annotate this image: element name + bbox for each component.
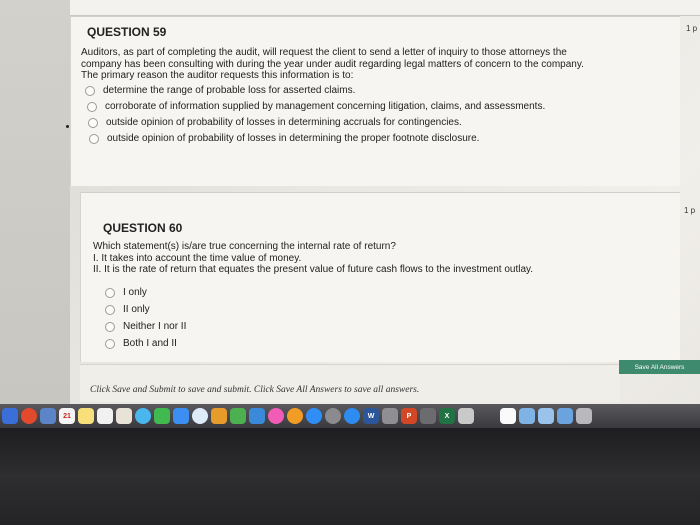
excel-icon[interactable] [439,408,455,424]
option-label: Both I and II [123,338,177,349]
radio-button[interactable] [85,86,95,96]
radio-button[interactable] [105,322,115,332]
option-row[interactable] [89,133,545,144]
option-row[interactable] [88,117,545,128]
chrome-icon[interactable] [344,408,360,424]
notes-icon[interactable] [78,408,94,424]
footer-bar [80,364,620,402]
downloads-icon[interactable] [557,408,573,424]
finder-icon[interactable] [2,408,18,424]
radio-button[interactable] [87,102,97,112]
safari-icon[interactable] [192,408,208,424]
radio-button[interactable] [105,288,115,298]
calendar-icon[interactable] [59,408,75,424]
option-label: I only [123,287,147,298]
question-60-text [93,241,673,276]
question-59-line: The primary reason the auditor requests this information is to: [81,70,354,81]
save-all-answers-button[interactable]: Save All Answers [619,360,700,374]
option-label: outside opinion of probability of losses in determining accruals for contingencies. [106,117,462,128]
option-row[interactable] [87,101,545,112]
option-label: corroborate of information supplied by management concerning litigation, claims, and assessments. [105,101,546,112]
option-row[interactable] [105,321,186,332]
radio-button[interactable] [88,118,98,128]
ibooks-icon[interactable] [287,408,303,424]
question-59-line: Auditors, as part of completing the audit, will request the client to send a letter of inquiry to those attorneys the [81,47,567,58]
option-label: Neither I nor II [123,321,187,332]
option-row[interactable] [105,338,186,349]
word-icon[interactable] [363,408,379,424]
folder-icon[interactable] [519,408,535,424]
option-label: outside opinion of probability of losses in determining the proper footnote disclosure. [107,133,480,144]
preview-icon[interactable] [458,408,474,424]
pages-icon[interactable] [211,408,227,424]
footer-instruction: Click Save and Submit to save and submit. Click Save All Answers to save all answers. [90,385,420,395]
question-59-text [81,47,671,82]
app-icon[interactable] [40,408,56,424]
question-59-line: company has been consulting with during the year under audit regarding legal matters of concern to the company. [81,58,584,70]
option-row[interactable] [105,287,186,298]
system-preferences-icon[interactable] [325,408,341,424]
trash-icon[interactable] [576,408,592,424]
excel-letter: X [444,412,450,420]
question-60-points: 1 p [684,206,696,215]
document-icon[interactable] [500,408,516,424]
question-59-options [85,85,545,144]
misc-icon[interactable] [420,408,436,424]
question-60-line: Which statement(s) is/are true concerning the internal rate of return? [93,241,396,252]
question-60-options [105,287,186,349]
question-59-title: QUESTION 59 [87,25,167,39]
option-row[interactable] [85,85,545,96]
numbers-icon[interactable] [230,408,246,424]
word-letter: W [367,412,375,420]
itunes-icon[interactable] [268,408,284,424]
question-60-line: I. It takes into account the time value of money. [93,252,302,264]
radio-button[interactable] [105,305,115,315]
onenote-icon[interactable] [382,408,398,424]
question-60-line: II. It is the rate of return that equates the present value of future cash flows to the investment outlay. [93,264,534,275]
calendar-day: 21 [63,412,71,420]
radio-button[interactable] [105,339,115,349]
reminders-icon[interactable] [97,408,113,424]
contacts-icon[interactable] [173,408,189,424]
option-label: II only [123,304,150,315]
app-store-icon[interactable] [306,408,322,424]
messages-icon[interactable] [135,408,151,424]
focus-marker [66,125,69,128]
facetime-icon[interactable] [154,408,170,424]
powerpoint-letter: P [406,412,412,420]
option-row[interactable] [105,304,186,315]
dock [0,404,700,428]
question-59-points: 1 p [686,24,698,33]
option-label: determine the range of probable loss for asserted claims. [103,85,356,96]
keynote-icon[interactable] [249,408,265,424]
top-bar [70,0,700,16]
folder-icon-2[interactable] [538,408,554,424]
question-59-panel [70,16,680,186]
question-60-title: QUESTION 60 [103,221,183,235]
powerpoint-icon[interactable] [401,408,417,424]
left-margin [0,0,70,405]
mail-icon[interactable] [21,408,37,424]
laptop-bezel [0,428,700,525]
question-60-panel [80,192,680,362]
photos-icon[interactable] [116,408,132,424]
radio-button[interactable] [89,134,99,144]
